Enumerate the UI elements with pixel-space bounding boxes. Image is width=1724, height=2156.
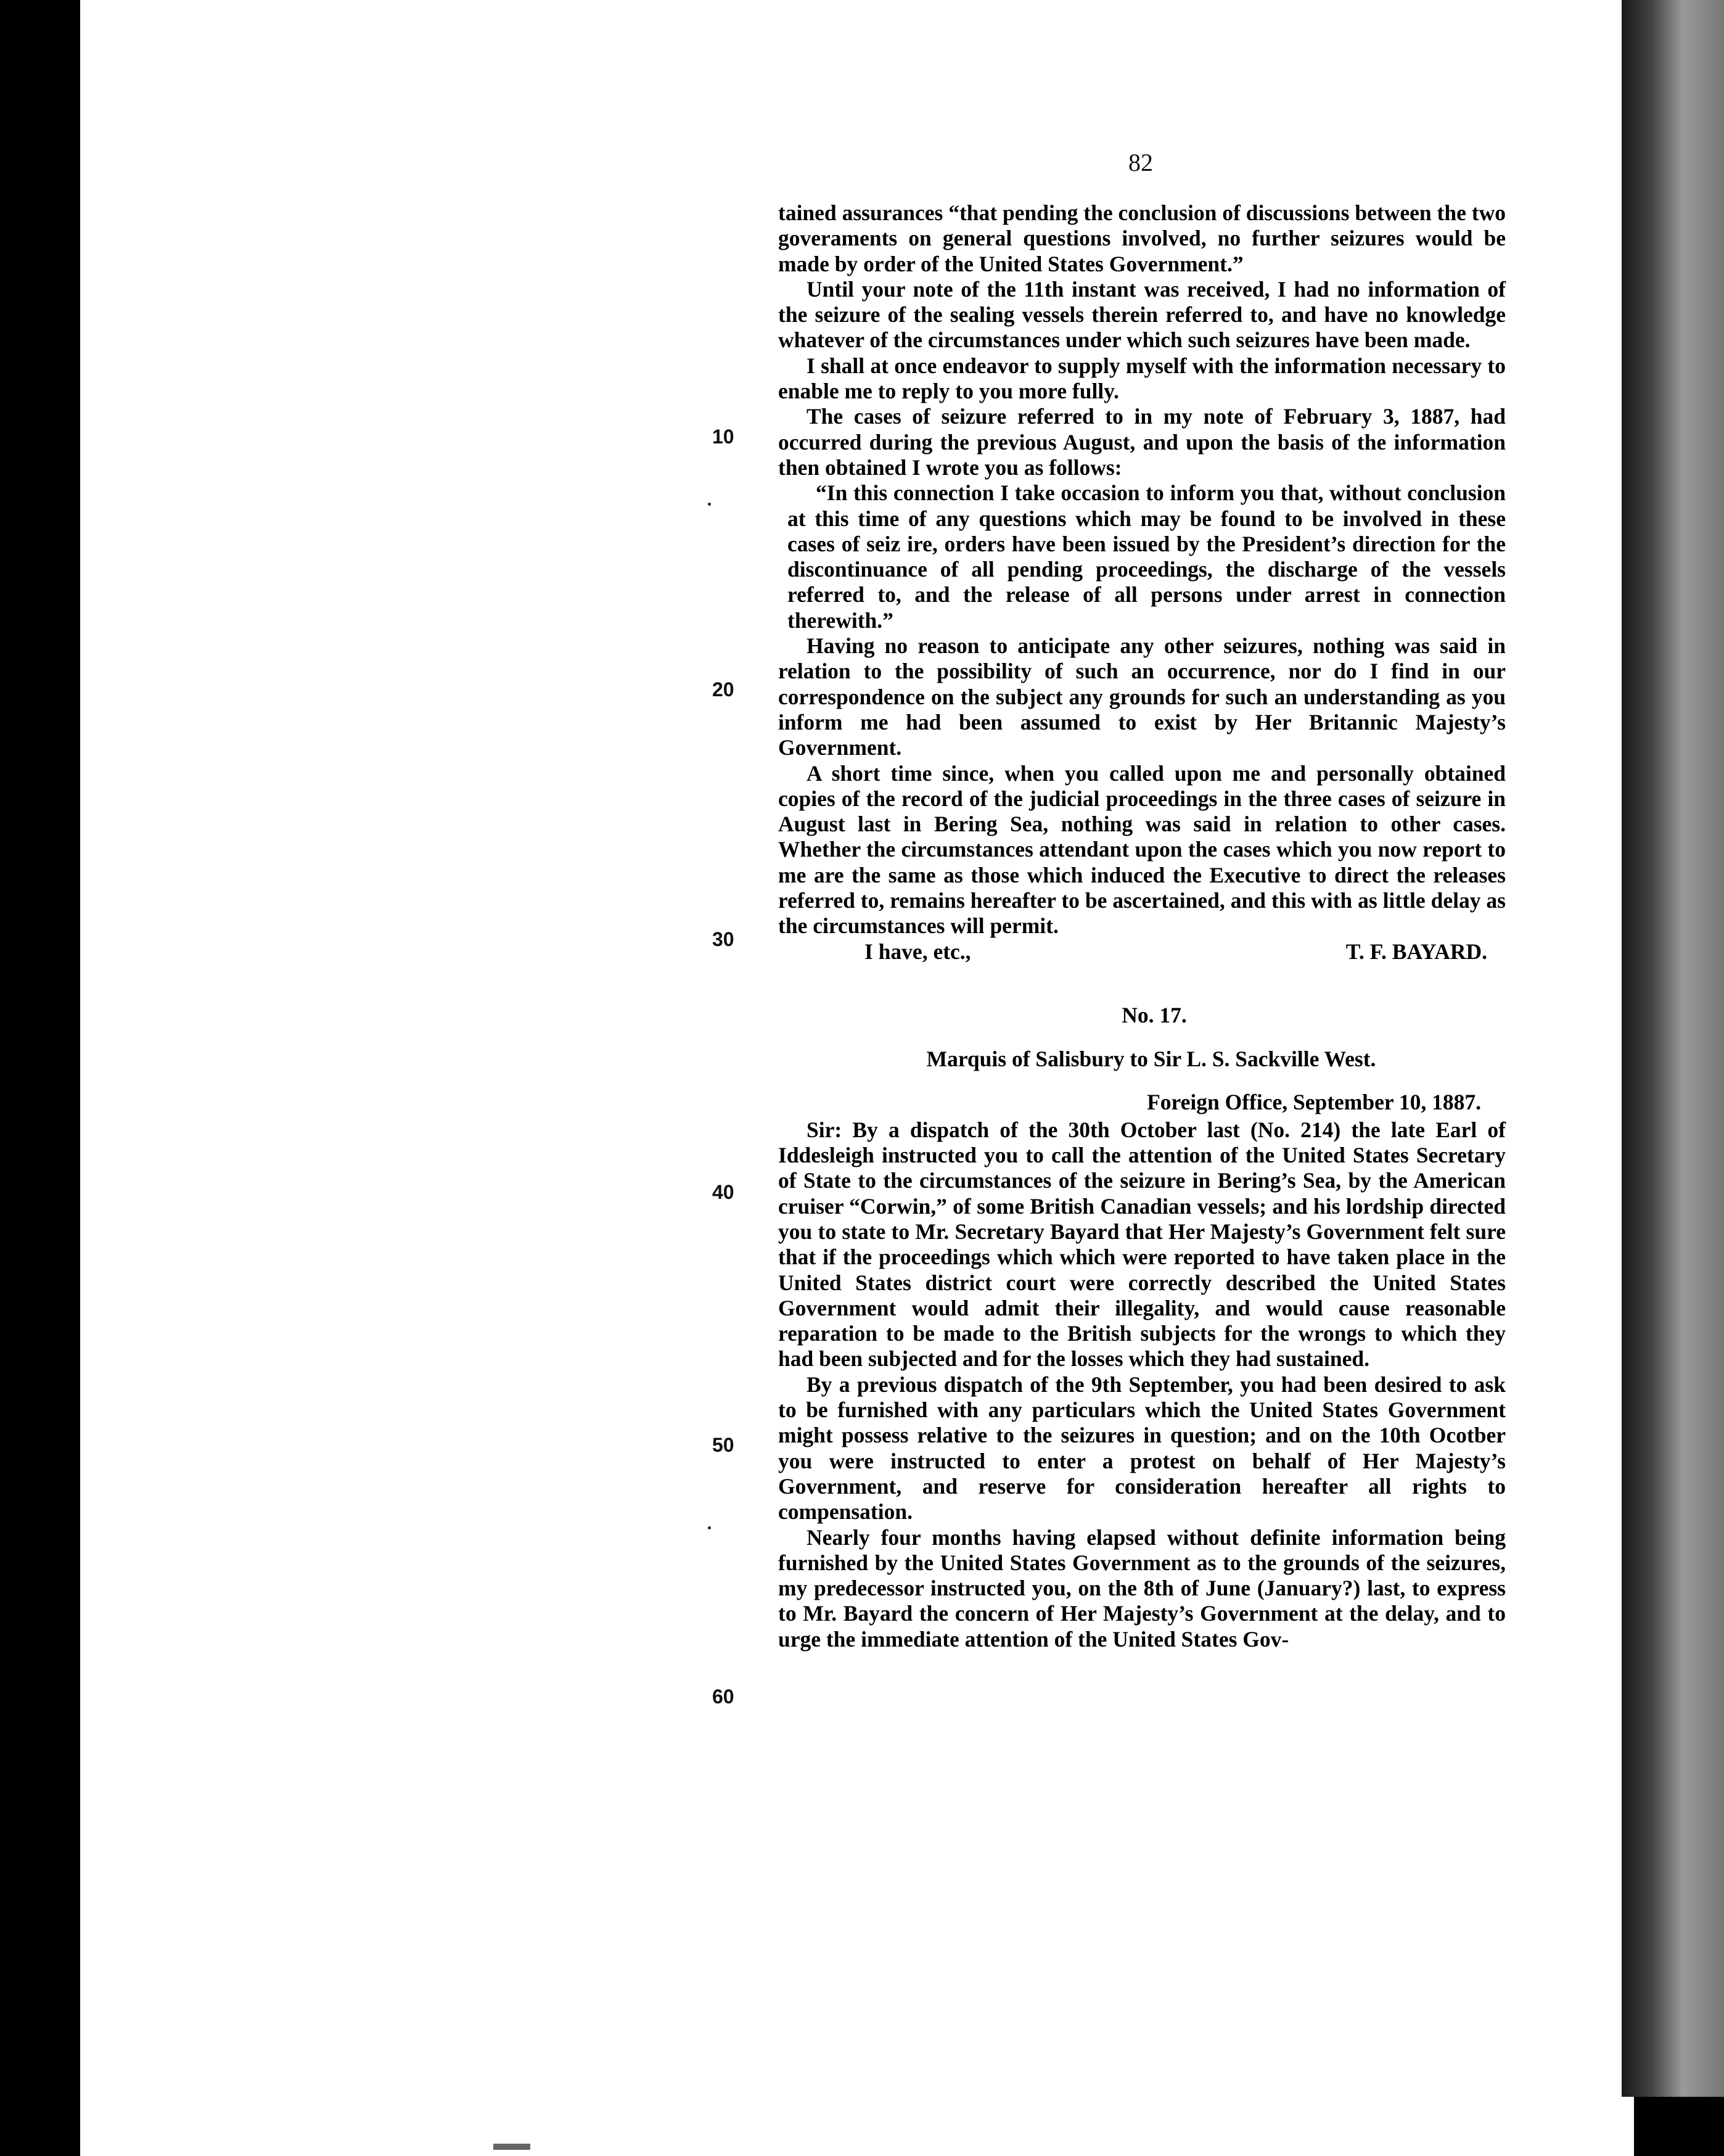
margin-line-number: 40 — [712, 1181, 734, 1203]
margin-line-number: 10 — [712, 426, 734, 448]
margin-line-number: 60 — [712, 1685, 734, 1708]
margin-line-number: 20 — [712, 678, 734, 701]
book-spine-shadow — [1622, 0, 1724, 2097]
page-number: 82 — [1128, 149, 1153, 176]
ink-speck — [708, 503, 711, 506]
margin-line-number: 50 — [712, 1434, 734, 1456]
ink-speck — [708, 1526, 711, 1529]
dateline: Foreign Office, September 10, 1887. — [1147, 1089, 1481, 1114]
paragraph: Until your note of the 11th instant was received, I had no information of the seizure of the sealing vessels therein referred to, and have no knowledge whatever of the circumstances under which such seizures have been made. — [778, 276, 1506, 353]
paragraph: By a previous dispatch of the 9th September, you had been desired to ask to be furnished with any particulars which the United States Government might possess relative to the seizures in question; and on the 10th Ocotber you were instructed to enter a protest on behalf of Her Majesty’s Government, and reserve for consideration hereafter all rights to compensation. — [778, 1372, 1506, 1524]
paragraph: Nearly four months having elapsed without definite information being furnished by the United States Government as to the grounds of the seizures, my predecessor instructed you, on the 8th of June (January?) last, to express to Mr. Bayard the concern of Her Majesty’s Government at the delay, and to urge the immediate attention of the United States Gov- — [778, 1524, 1506, 1652]
paragraph: Sir: By a dispatch of the 30th October last (No. 214) the late Earl of Iddesleigh instructed you to call the attention of the United States Secretary of State to the circumstances of the seizure in Bering’s Sea, by the American cruiser “Corwin,” of some British Canadian vessels; and his lordship directed you to state to Mr. Secretary Bayard that Her Majesty’s Government felt sure that if the proceedings which which were reported to have taken place in the United States district court were correctly described the United States Government would admit their illegality, and would cause reasonable reparation to be made to the British subjects for the wrongs to which they had been subjected and for the losses which they had sustained. — [778, 1117, 1506, 1372]
paragraph: tained assurances “that pending the conclusion of discussions between the two goveraments on general questions involved, no further seizures would be made by order of the United States Government.” — [778, 200, 1506, 276]
paragraph: I shall at once endeavor to supply myself with the information necessary to enable me to reply to you more fully. — [778, 353, 1506, 404]
paragraph: A short time since, when you called upon me and personally obtained copies of the record of the judicial proceedings in the three cases of seizure in August last in Bering Sea, nothing was said in relation to other cases. Whether the circumstances attendant upon the cases which you now report to me are the same as those which induced the Executive to direct the releases referred to, remains hereafter to be ascertained, and this with as little delay as the circumstances will permit. — [778, 760, 1506, 939]
document-heading: Marquis of Salisbury to Sir L. S. Sackville West. — [926, 1047, 1376, 1072]
quoted-paragraph: “In this connection I take occasion to inform you that, without conclusion at this time of any questions which may be found to be involved in these cases of seiz ire, orders have been issued by the President’s direction for the discontinuance of all pending proceedings, the discharge of the vessels referred to, and the release of all persons under arrest in connection therewith.” — [787, 480, 1506, 633]
body-text — [778, 200, 1506, 1652]
closing-signature-line — [778, 939, 1506, 965]
paragraph: The cases of seizure referred to in my note of February 3, 1887, had occurred during the previous August, and upon the basis of the information then obtained I wrote you as follows: — [778, 404, 1506, 480]
paragraph: Having no reason to anticipate any other seizures, nothing was said in relation to the possibility of such an occurrence, nor do I find in our correspondence on the subject any grounds for such an understanding as you inform me had been assumed to exist by Her Britannic Majesty’s Government. — [778, 633, 1506, 760]
closing: I have, etc., — [864, 939, 971, 964]
document-number: No. 17. — [1122, 1002, 1187, 1027]
scan-artifact — [493, 2144, 530, 2150]
signature: T. F. BAYARD. — [1345, 939, 1487, 964]
margin-line-number: 30 — [712, 928, 734, 950]
